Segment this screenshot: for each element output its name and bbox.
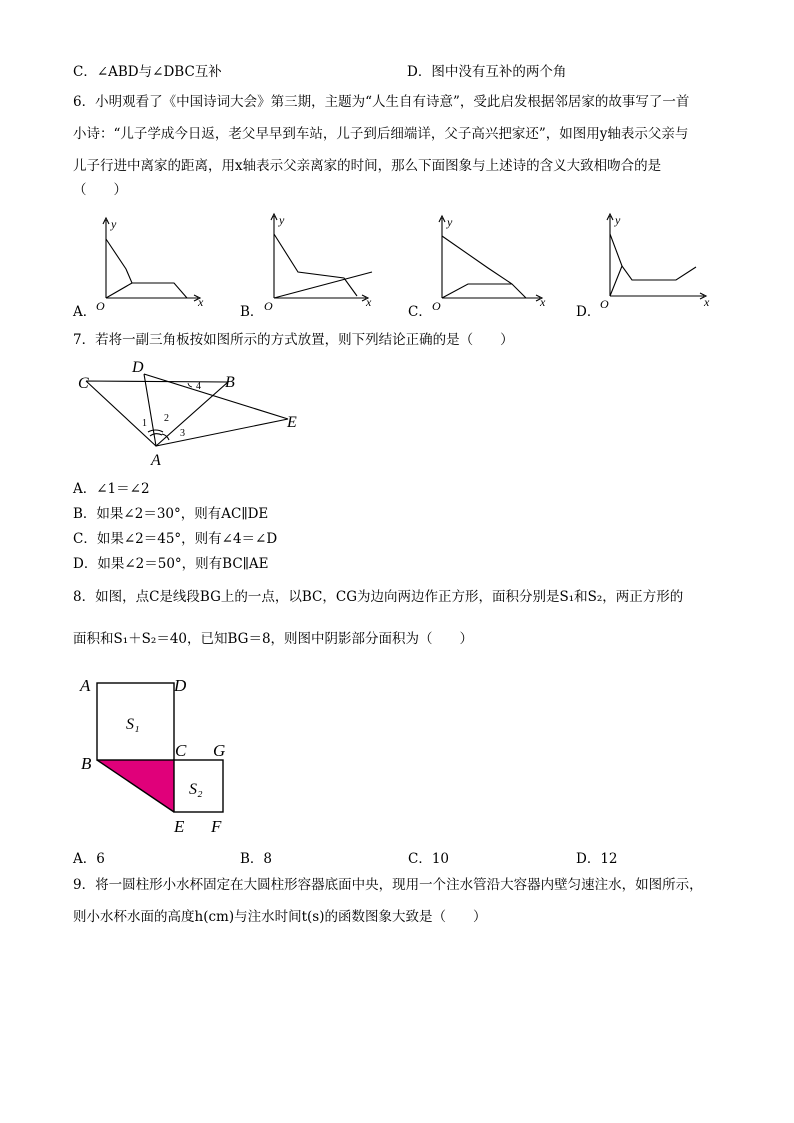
q6-b-axis-y: y <box>279 213 285 227</box>
q9-stem-line-1: 9．将一圆柱形小水杯固定在大圆柱形容器底面中央，现用一个注水管沿大容器内壁匀速注水，如图所示， <box>73 877 703 893</box>
q6-stem-line-4: （ ） <box>73 182 127 198</box>
q7-angle-3: 3 <box>180 428 185 439</box>
q6-stem-line-1: 6．小明观看了《中国诗词大会》第三期，主题为“人生自有诗意”，受此启发根据邻居家的故事写了一首 <box>73 94 690 110</box>
q7-figure <box>70 354 310 470</box>
q6-b-origin: O <box>264 299 273 312</box>
q6-d-axis-y: y <box>615 213 621 227</box>
q8-point-g: G <box>213 741 226 760</box>
q8-stem-line-1: 8．如图，点C是线段BG上的一点，以BC，CG为边向两边作正方形，面积分别是S₁和S₂，两正方形的 <box>73 589 684 605</box>
q8-option-b: B．8 <box>240 851 273 867</box>
q6-graph-d <box>596 208 721 312</box>
q7-option-a: A．∠1＝∠2 <box>73 481 150 497</box>
q7-stem: 7．若将一副三角板按如图所示的方式放置，则下列结论正确的是（ ） <box>73 332 514 348</box>
q8-point-e: E <box>174 817 185 836</box>
q7-option-d: D．如果∠2＝50°，则有BC∥AE <box>73 556 269 572</box>
q6-graph-a <box>92 212 217 312</box>
q7-angle-1: 1 <box>142 418 147 429</box>
q6-d-origin: O <box>600 297 609 311</box>
q8-point-d: D <box>174 676 187 695</box>
q6-c-axis-x: x <box>540 295 546 309</box>
q7-angle-2: 2 <box>164 413 169 424</box>
q6-stem-line-3: 儿子行进中离家的距离，用x轴表示父亲离家的时间，那么下面图象与上述诗的含义大致相吻合的是 <box>73 158 662 174</box>
q6-a-axis-x: x <box>198 295 204 309</box>
q6-option-b-label: B． <box>240 304 264 320</box>
q6-graph-b <box>260 208 385 312</box>
q7-angle-4: 4 <box>196 381 201 392</box>
q7-point-e: E <box>287 414 297 431</box>
q6-a-origin: O <box>96 299 105 312</box>
q7-option-c: C．如果∠2＝45°，则有∠4＝∠D <box>73 531 278 547</box>
q5-option-d: D．图中没有互补的两个角 <box>407 64 567 80</box>
q6-d-axis-x: x <box>704 295 710 309</box>
q6-graph-c <box>428 210 553 312</box>
q8-option-d: D．12 <box>576 851 618 867</box>
q6-b-axis-x: x <box>366 295 372 309</box>
q6-c-axis-y: y <box>447 215 453 229</box>
q8-option-c: C．10 <box>408 851 450 867</box>
q7-point-c: C <box>78 375 89 392</box>
q8-point-b: B <box>81 754 92 773</box>
q7-point-b: B <box>225 374 235 391</box>
q8-point-f: F <box>211 817 222 836</box>
q8-point-a: A <box>80 676 91 695</box>
q8-point-c: C <box>175 741 187 760</box>
q6-option-c-label: C． <box>408 304 432 320</box>
q6-c-origin: O <box>432 299 441 312</box>
q6-a-axis-y: y <box>111 217 117 231</box>
q8-figure <box>72 666 242 838</box>
q8-area-s1: S₁ <box>126 716 140 733</box>
q8-option-a: A．6 <box>73 851 105 867</box>
q8-area-s2: S₂ <box>189 781 203 798</box>
q6-option-d-label: D． <box>576 304 601 320</box>
q7-point-a: A <box>151 452 161 469</box>
q7-option-b: B．如果∠2＝30°，则有AC∥DE <box>73 506 269 522</box>
q6-stem-line-2: 小诗：“儿子学成今日返，老父早早到车站，儿子到后细端详，父子高兴把家还”，如图用y轴表示父亲与 <box>73 126 689 142</box>
q8-stem-line-2: 面积和S₁＋S₂＝40，已知BG＝8，则图中阴影部分面积为（ ） <box>73 631 474 647</box>
q5-option-c: C．∠ABD与∠DBC互补 <box>73 64 222 80</box>
q6-option-a-label: A． <box>73 304 97 320</box>
q7-point-d: D <box>132 359 144 376</box>
q9-stem-line-2: 则小水杯水面的高度h(cm)与注水时间t(s)的函数图象大致是（ ） <box>73 909 487 925</box>
